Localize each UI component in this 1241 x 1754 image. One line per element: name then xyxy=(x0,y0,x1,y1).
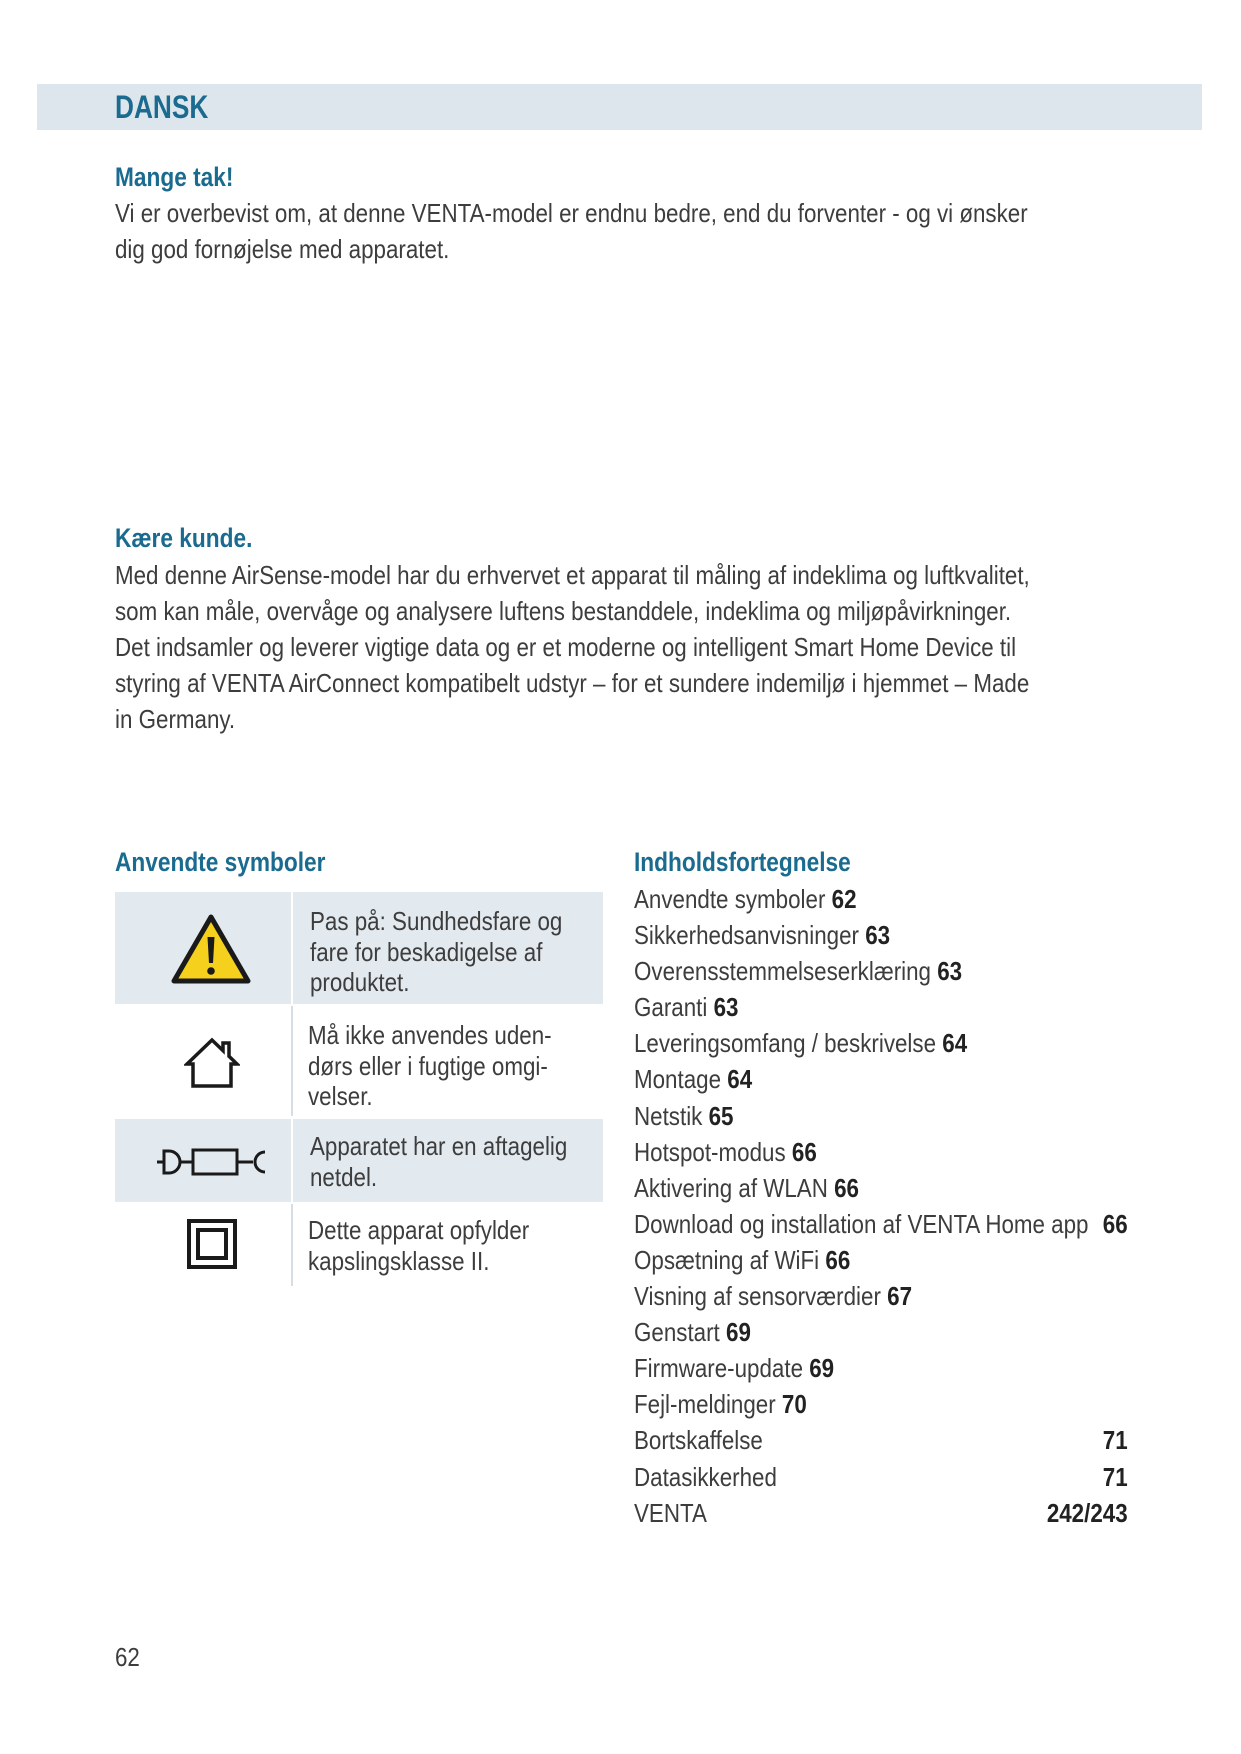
toc-entry-title: Firmware-update xyxy=(634,1353,804,1384)
warning-triangle-icon xyxy=(171,913,251,985)
toc-entry-page: 242/243 xyxy=(1046,1497,1128,1528)
symbol-row-class-ii xyxy=(115,1204,603,1286)
thanks-paragraph: Vi er overbevist om, at denne VENTA-model er endnu bedre, end du forventer - og vi ønsker dig god fornøjelse med apparatet. xyxy=(115,198,1028,264)
intro-paragraph: Med denne AirSense-model har du erhvervet et apparat til måling af indeklima og luftkvalitet, som kan måle, overvåge og analysere luftens bestanddele, indeklima og miljøpåvirkninger. Det indsamler og leverer vigtige data og er et moderne og intelligent Smart Home Device til styring af VENTA AirConnect kompatibelt udstyr – for et sundere indemiljø i hjemmet – Made in Germany. xyxy=(115,560,1030,734)
symbol-description: Dette apparat opfylder kapslingsklasse II. xyxy=(308,1215,530,1276)
toc-entry-page: 66 xyxy=(825,1244,851,1275)
intro-heading: Kære kunde. xyxy=(115,523,253,553)
toc-entry-title: Montage xyxy=(634,1064,722,1095)
toc-entry-page: 63 xyxy=(937,956,963,987)
toc-entry-page: 63 xyxy=(713,992,739,1023)
symbol-icon-cell xyxy=(115,1204,291,1286)
symbol-text-cell xyxy=(291,1006,603,1116)
toc-entry-page: 66 xyxy=(791,1136,817,1167)
toc-entry xyxy=(634,1134,1128,1170)
toc-entry xyxy=(634,881,1128,917)
symbol-icon-cell xyxy=(115,892,291,1004)
symbol-icon-cell xyxy=(115,1119,291,1202)
toc-entry-title: VENTA xyxy=(634,1497,707,1528)
indoor-use-house-icon xyxy=(184,1037,240,1089)
toc-entry-page: 62 xyxy=(831,884,857,914)
toc-entry-title: Anvendte symboler xyxy=(634,884,826,914)
toc-entry-title: Datasikkerhed xyxy=(634,1461,777,1492)
toc-entry-page: 71 xyxy=(1102,1425,1128,1456)
protection-class-ii-icon xyxy=(186,1218,238,1270)
toc-entry-title: Opsætning af WiFi xyxy=(634,1244,820,1275)
toc-entry-title: Sikkerhedsanvisninger xyxy=(634,920,859,951)
toc-entry xyxy=(634,1098,1128,1134)
toc-entry xyxy=(634,1061,1128,1097)
toc-entry-title: Garanti xyxy=(634,992,708,1023)
symbol-row-warning xyxy=(115,892,603,1004)
toc-entry-page: 64 xyxy=(942,1028,968,1059)
toc-entry xyxy=(634,1350,1128,1386)
toc-entry-title: Leveringsomfang / beskrivelse xyxy=(634,1028,937,1059)
toc-entry xyxy=(634,1314,1128,1350)
toc-entry-title: Overensstemmelseserklæring xyxy=(634,956,931,987)
toc-entry xyxy=(634,1495,1128,1531)
symbol-row-indoor xyxy=(115,1006,603,1116)
toc-entry xyxy=(634,1386,1128,1422)
toc-entry xyxy=(634,989,1128,1025)
toc-entry xyxy=(634,1278,1128,1314)
toc-entry-title: Genstart xyxy=(634,1317,720,1348)
toc-entry xyxy=(634,1242,1128,1278)
language-band xyxy=(37,84,1202,130)
table-of-contents xyxy=(634,881,1128,1531)
toc-entry-page: 63 xyxy=(865,920,891,951)
toc-entry-page: 66 xyxy=(834,1172,859,1203)
toc-entry-page: 64 xyxy=(727,1064,753,1095)
symbol-row-power-supply xyxy=(115,1119,603,1202)
symbol-text-cell xyxy=(293,892,603,1004)
symbol-text-cell xyxy=(293,1119,603,1202)
toc-entry-title: Netstik xyxy=(634,1100,703,1131)
toc-entry-title: Download og installation af VENTA Home app xyxy=(634,1208,1089,1239)
toc-entry-page: 69 xyxy=(809,1353,835,1384)
toc-entry-title: Hotspot-modus xyxy=(634,1136,786,1167)
symbol-description: Må ikke anvendes uden- dørs eller i fugtige omgi- velser. xyxy=(308,1020,552,1111)
thanks-heading: Mange tak! xyxy=(115,162,234,192)
toc-entry-page: 70 xyxy=(781,1389,807,1420)
page-number: 62 xyxy=(115,1642,140,1672)
symbols-heading: Anvendte symboler xyxy=(115,847,326,877)
toc-entry xyxy=(634,1170,1128,1206)
toc-entry-page: 66 xyxy=(1102,1208,1128,1239)
symbol-icon-cell xyxy=(115,1006,291,1116)
symbol-description: Pas på: Sundhedsfare og fare for beskadigelse af produktet. xyxy=(310,906,563,997)
symbol-text-cell xyxy=(291,1204,603,1286)
toc-entry-page: 71 xyxy=(1102,1461,1128,1492)
toc-entry xyxy=(634,953,1128,989)
toc-heading: Indholdsfortegnelse xyxy=(634,847,851,877)
toc-entry-title: Fejl-meldinger xyxy=(634,1389,776,1420)
toc-entry xyxy=(634,1459,1128,1495)
toc-entry xyxy=(634,1206,1128,1242)
toc-entry xyxy=(634,1422,1128,1458)
symbol-description: Apparatet har en aftagelig netdel. xyxy=(310,1131,568,1192)
toc-entry xyxy=(634,1025,1128,1061)
toc-entry-title: Visning af sensorværdier xyxy=(634,1281,881,1312)
toc-entry-page: 67 xyxy=(887,1281,913,1312)
toc-entry-title: Bortskaffelse xyxy=(634,1425,763,1456)
detachable-power-supply-icon xyxy=(155,1145,269,1179)
toc-entry-page: 65 xyxy=(708,1100,734,1131)
language-title: DANSK xyxy=(115,89,209,125)
toc-entry-title: Aktivering af WLAN xyxy=(634,1172,828,1203)
toc-entry-page: 69 xyxy=(726,1317,751,1348)
toc-entry xyxy=(634,917,1128,953)
